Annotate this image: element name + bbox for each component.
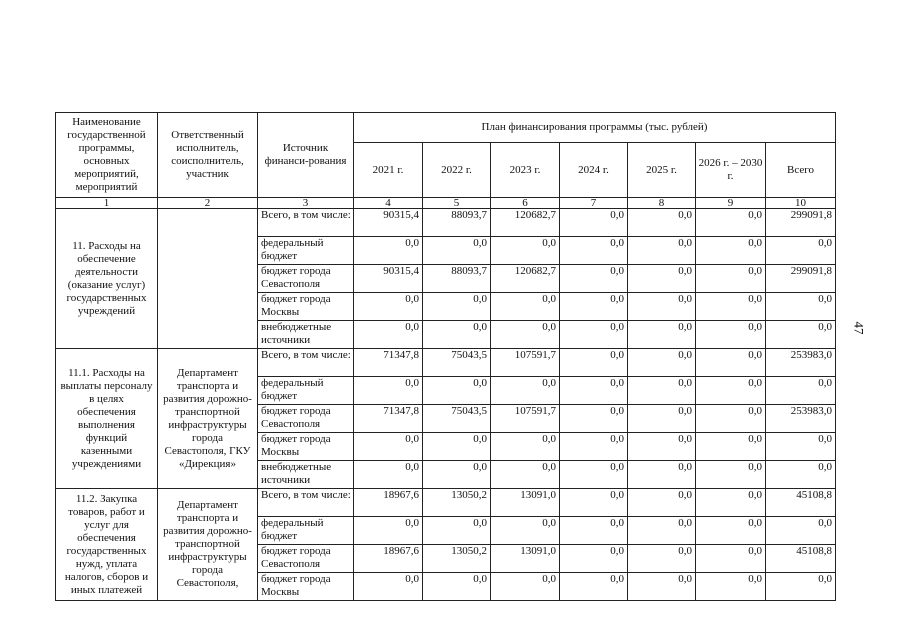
year-value: 0,0 (491, 293, 560, 321)
year-value: 0,0 (560, 405, 628, 433)
header-year: 2026 г. – 2030 г. (696, 143, 766, 198)
year-value: 0,0 (491, 377, 560, 405)
column-number: 5 (423, 198, 491, 209)
table-row (56, 209, 836, 237)
year-value: 0,0 (560, 517, 628, 545)
year-value: 107591,7 (491, 349, 560, 377)
column-number: 9 (696, 198, 766, 209)
funding-source: бюджет города Москвы (258, 293, 354, 321)
year-value: 0,0 (628, 517, 696, 545)
year-value: 0,0 (354, 237, 423, 265)
year-value: 0,0 (491, 517, 560, 545)
year-value: 0,0 (560, 209, 628, 237)
year-value: 0,0 (696, 265, 766, 293)
activity-name: 11.1. Расходы на выплаты персоналу в целях обеспечения выполнения функций казенными учреждениями (56, 349, 158, 489)
year-value: 0,0 (696, 433, 766, 461)
year-value: 75043,5 (423, 349, 491, 377)
total-value: 0,0 (766, 433, 836, 461)
year-value: 0,0 (354, 377, 423, 405)
year-value: 0,0 (354, 293, 423, 321)
year-value: 0,0 (354, 321, 423, 349)
total-value: 0,0 (766, 573, 836, 601)
table-row (56, 349, 836, 377)
year-value: 0,0 (696, 489, 766, 517)
year-value: 0,0 (696, 461, 766, 489)
year-value: 0,0 (628, 237, 696, 265)
year-value: 0,0 (354, 433, 423, 461)
year-value: 0,0 (628, 405, 696, 433)
year-value: 18967,6 (354, 489, 423, 517)
page-number: 47 (851, 321, 867, 335)
funding-source: Всего, в том числе: (258, 349, 354, 377)
year-value: 0,0 (491, 237, 560, 265)
funding-source: бюджет города Севастополя (258, 265, 354, 293)
year-value: 0,0 (628, 545, 696, 573)
header-total: Всего (766, 143, 836, 198)
year-value: 0,0 (696, 293, 766, 321)
column-number: 1 (56, 198, 158, 209)
year-value: 0,0 (491, 321, 560, 349)
funding-source: бюджет города Москвы (258, 433, 354, 461)
total-value: 299091,8 (766, 209, 836, 237)
total-value: 0,0 (766, 237, 836, 265)
year-value: 0,0 (696, 237, 766, 265)
funding-source: федеральный бюджет (258, 237, 354, 265)
responsible-executor: Департамент транспорта и развития дорожно-транспортной инфраструктуры города Севастополя, ГКУ «Дирекция» (158, 349, 258, 489)
funding-source: федеральный бюджет (258, 377, 354, 405)
responsible-executor (158, 209, 258, 349)
year-value: 0,0 (628, 209, 696, 237)
year-value: 0,0 (560, 461, 628, 489)
column-number: 8 (628, 198, 696, 209)
year-value: 88093,7 (423, 209, 491, 237)
year-value: 0,0 (560, 265, 628, 293)
header-year: 2022 г. (423, 143, 491, 198)
year-value: 0,0 (560, 349, 628, 377)
year-value: 120682,7 (491, 265, 560, 293)
column-number: 10 (766, 198, 836, 209)
funding-source: Всего, в том числе: (258, 209, 354, 237)
funding-source: Всего, в том числе: (258, 489, 354, 517)
funding-source: внебюджетные источники (258, 321, 354, 349)
funding-source: федеральный бюджет (258, 517, 354, 545)
year-value: 13091,0 (491, 545, 560, 573)
year-value: 0,0 (423, 517, 491, 545)
header-year: 2023 г. (491, 143, 560, 198)
total-value: 0,0 (766, 377, 836, 405)
table-row (56, 489, 836, 517)
year-value: 0,0 (423, 433, 491, 461)
total-value: 253983,0 (766, 405, 836, 433)
header-name: Наименование государственной программы, основных мероприятий, мероприятий (56, 113, 158, 198)
year-value: 0,0 (423, 321, 491, 349)
year-value: 120682,7 (491, 209, 560, 237)
year-value: 90315,4 (354, 265, 423, 293)
year-value: 0,0 (560, 237, 628, 265)
header-executor: Ответственный исполнитель, соисполнитель, участник (158, 113, 258, 198)
year-value: 0,0 (491, 461, 560, 489)
year-value: 0,0 (696, 573, 766, 601)
year-value: 90315,4 (354, 209, 423, 237)
year-value: 0,0 (696, 517, 766, 545)
year-value: 0,0 (628, 321, 696, 349)
year-value: 0,0 (423, 237, 491, 265)
year-value: 0,0 (491, 573, 560, 601)
funding-source: бюджет города Севастополя (258, 405, 354, 433)
column-number: 4 (354, 198, 423, 209)
year-value: 0,0 (354, 517, 423, 545)
header-year: 2025 г. (628, 143, 696, 198)
total-value: 0,0 (766, 461, 836, 489)
year-value: 0,0 (423, 461, 491, 489)
year-value: 0,0 (696, 349, 766, 377)
funding-source: бюджет города Севастополя (258, 545, 354, 573)
year-value: 71347,8 (354, 405, 423, 433)
year-value: 0,0 (423, 293, 491, 321)
responsible-executor: Департамент транспорта и развития дорожно-транспортной инфраструктуры города Севастополя, (158, 489, 258, 601)
year-value: 0,0 (696, 405, 766, 433)
header-financing-plan: План финансирования программы (тыс. рублей) (354, 113, 836, 143)
column-number: 3 (258, 198, 354, 209)
funding-source: бюджет города Москвы (258, 573, 354, 601)
funding-source: внебюджетные источники (258, 461, 354, 489)
year-value: 0,0 (628, 433, 696, 461)
year-value: 0,0 (628, 377, 696, 405)
year-value: 0,0 (560, 377, 628, 405)
year-value: 0,0 (354, 461, 423, 489)
year-value: 0,0 (696, 545, 766, 573)
year-value: 0,0 (560, 433, 628, 461)
header-year: 2024 г. (560, 143, 628, 198)
year-value: 13050,2 (423, 489, 491, 517)
total-value: 45108,8 (766, 489, 836, 517)
year-value: 88093,7 (423, 265, 491, 293)
year-value: 13091,0 (491, 489, 560, 517)
year-value: 0,0 (560, 489, 628, 517)
column-number: 7 (560, 198, 628, 209)
total-value: 299091,8 (766, 265, 836, 293)
year-value: 0,0 (696, 377, 766, 405)
total-value: 0,0 (766, 517, 836, 545)
column-number: 6 (491, 198, 560, 209)
year-value: 0,0 (696, 209, 766, 237)
year-value: 0,0 (628, 461, 696, 489)
year-value: 0,0 (560, 321, 628, 349)
financing-table (55, 112, 836, 601)
header-source: Источник финанси-рования (258, 113, 354, 198)
year-value: 0,0 (560, 573, 628, 601)
year-value: 0,0 (560, 545, 628, 573)
year-value: 0,0 (560, 293, 628, 321)
header-year: 2021 г. (354, 143, 423, 198)
year-value: 13050,2 (423, 545, 491, 573)
year-value: 18967,6 (354, 545, 423, 573)
year-value: 0,0 (628, 265, 696, 293)
year-value: 0,0 (628, 293, 696, 321)
year-value: 71347,8 (354, 349, 423, 377)
year-value: 0,0 (423, 573, 491, 601)
total-value: 253983,0 (766, 349, 836, 377)
year-value: 0,0 (354, 573, 423, 601)
year-value: 75043,5 (423, 405, 491, 433)
total-value: 0,0 (766, 293, 836, 321)
column-number: 2 (158, 198, 258, 209)
year-value: 0,0 (491, 433, 560, 461)
year-value: 107591,7 (491, 405, 560, 433)
activity-name: 11. Расходы на обеспечение деятельности (оказание услуг) государственных учреждений (56, 209, 158, 349)
year-value: 0,0 (696, 321, 766, 349)
year-value: 0,0 (628, 489, 696, 517)
total-value: 0,0 (766, 321, 836, 349)
total-value: 45108,8 (766, 545, 836, 573)
year-value: 0,0 (423, 377, 491, 405)
year-value: 0,0 (628, 349, 696, 377)
activity-name: 11.2. Закупка товаров, работ и услуг для обеспечения государственных нужд, уплата налогов, сборов и иных платежей (56, 489, 158, 601)
table-body (56, 209, 836, 601)
year-value: 0,0 (628, 573, 696, 601)
